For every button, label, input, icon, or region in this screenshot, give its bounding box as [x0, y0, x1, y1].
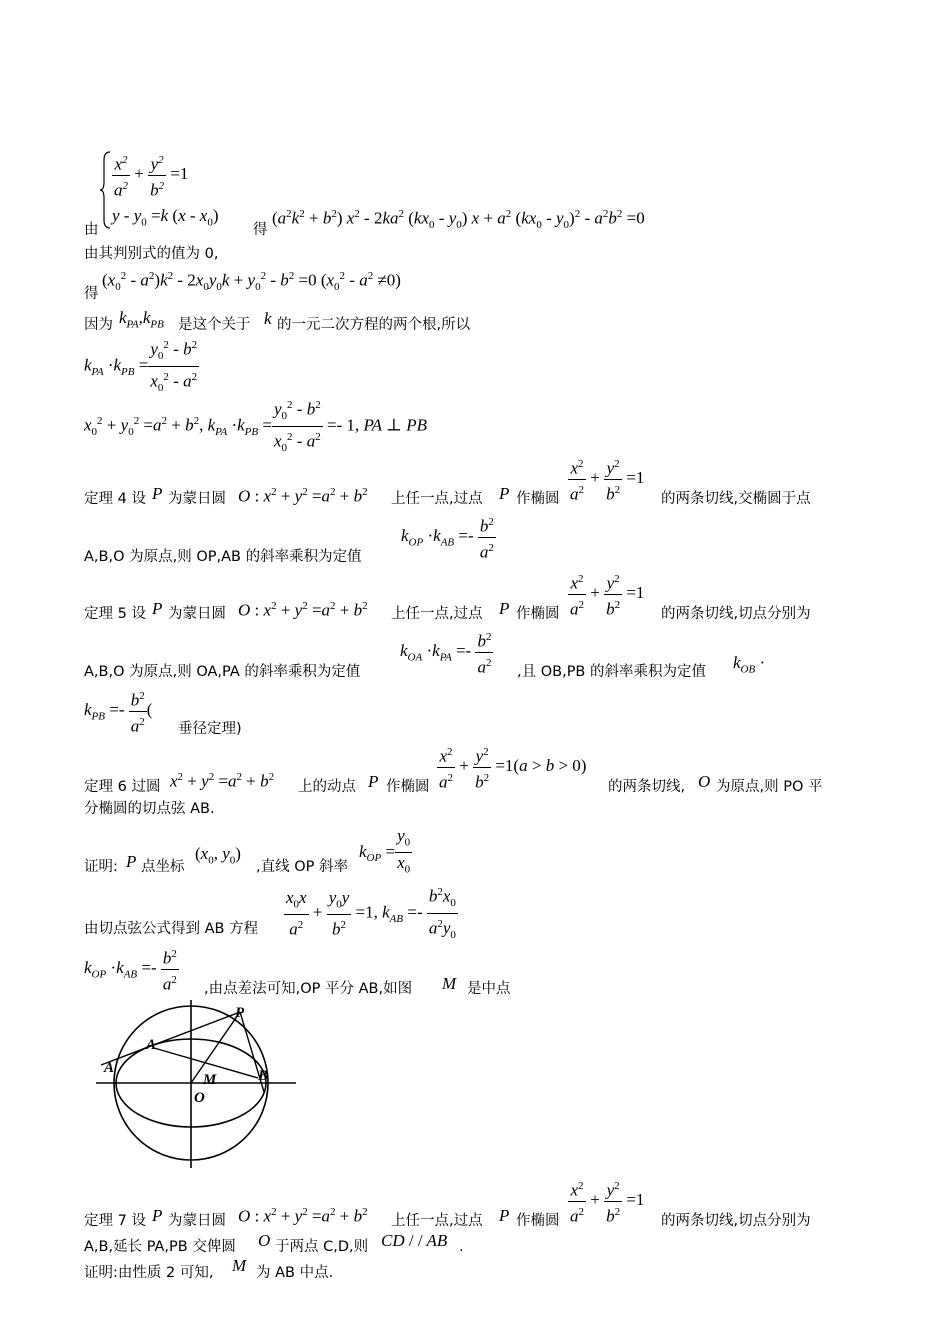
formula-kop-kab: $k_{OP} \cdot k_{AB}$ =- $\frac{b^2}{a^2}$	[401, 512, 496, 562]
text-pf1-2: 点坐标	[141, 859, 185, 875]
text-th6-6: 分椭圆的切点弦 AB.	[84, 801, 215, 817]
formula-ellipse: $\frac{x^2}{a^2}$ + $\frac{y^2}{b^2}$ =1	[568, 1176, 644, 1226]
text-pf3-1: ,由点差法可知,OP 平分 AB,如图	[204, 981, 413, 997]
label-b: B	[258, 1068, 269, 1084]
label-m: M	[203, 1072, 217, 1088]
text-th5-4: 作椭圆	[516, 606, 560, 622]
text-th6-2: 上的动点	[298, 779, 356, 795]
text-th4-4: 作椭圆	[516, 491, 560, 507]
text-th4-3: 上任一点,过点	[391, 491, 483, 507]
label-a-inner: A	[146, 1037, 157, 1053]
formula-monge-circle: O : $x^2 + y^2 =a^2 + b^2$	[238, 1206, 368, 1226]
text-th7-3: 上任一点,过点	[391, 1213, 483, 1229]
formula-kop: $k_{OP}$ = $\frac{y_0}{x_0}$	[359, 826, 411, 876]
formula-p: P	[499, 1206, 510, 1225]
text-th7-1: 定理 7 设	[84, 1213, 146, 1229]
equation-perpendicular: $x_0^2 + y_0^2 =a^2 + b^2$, $k_{PA} \cdot k_{PB}$ = $\frac{y_0^2 - b^2}{x_0^2 - a^2}$ =- 1, PA ⊥ PB	[84, 395, 427, 458]
text-de: 得	[253, 222, 268, 238]
text-you: 由	[84, 222, 99, 238]
formula-m: M	[232, 1256, 247, 1275]
formula-p: P	[152, 484, 163, 503]
formula-circle: $x^2 + y^2 =a^2 + b^2$	[170, 771, 275, 791]
formula-kop-kab-2: $k_{OP} \cdot k_{AB}$ =- $\frac{b^2}{a^2}$	[84, 944, 179, 994]
equation-quadratic-x: $(a^2k^2 + b^2)$ $x^2 - 2ka^2$ $(kx_0 - y_0) x + a^2$ $(kx_0 - y_0)^2 - a^2b^2 =0$	[272, 208, 645, 232]
text-pf4-2: 为 AB 中点.	[256, 1265, 334, 1281]
text-de-2: 得	[84, 286, 99, 302]
formula-o: O	[258, 1231, 271, 1250]
text-th5-5: 的两条切线,切点分别为	[661, 606, 811, 622]
text-root-desc-2: 的一元二次方程的两个根,所以	[277, 317, 471, 333]
text-th5-2: 为蒙日圆	[168, 606, 226, 622]
text-pf3-2: 是中点	[467, 981, 511, 997]
text-th4-1: 定理 4 设	[84, 491, 146, 507]
formula-p: P	[499, 484, 510, 503]
text-pf4-1: 证明:由性质 2 可知,	[84, 1265, 214, 1281]
formula-monge-circle: O : $x^2 + y^2 =a^2 + b^2$	[238, 600, 368, 620]
text-th4-2: 为蒙日圆	[168, 491, 226, 507]
formula-p: P	[126, 852, 137, 871]
formula-kob: $k_{OB}$ ·	[733, 653, 766, 676]
equation-quadratic-k: $(x_0^2 - a^2)k^2 - 2x_0y_0k + y_0^2 - b^2 =0$ $(x_0^2 - a^2 \ne 0)$	[102, 270, 401, 294]
text-th7-5: 的两条切线,切点分别为	[661, 1213, 811, 1229]
equation-ellipse: $\frac{x^2}{a^2}$ + $\frac{y^2}{b^2}$ =1	[112, 150, 188, 200]
formula-ellipse-condition: $\frac{x^2}{a^2}$ + $\frac{y^2}{b^2}$ =1(a > b > 0)	[437, 742, 586, 792]
text-root-desc-1: 是这个关于	[178, 317, 251, 333]
text-th5-8: 垂径定理)	[178, 721, 242, 737]
formula-o: O	[698, 772, 711, 791]
formula-monge-circle: O : $x^2 + y^2 =a^2 + b^2$	[238, 486, 368, 506]
text-th4-6: A,B,O 为原点,则 OP,AB 的斜率乘积为定值	[84, 549, 362, 565]
left-brace-icon	[100, 150, 112, 230]
text-pf1-1: 证明:	[84, 859, 118, 875]
formula-p: P	[152, 599, 163, 618]
formula-koa-kpa: $k_{OA} \cdot k_{PA}$ =- $\frac{b^2}{a^2}$	[400, 627, 493, 677]
text-th5-1: 定理 5 设	[84, 606, 146, 622]
formula-ellipse: $\frac{x^2}{a^2}$ + $\frac{y^2}{b^2}$ =1	[568, 454, 644, 504]
text-th7-7: 于两点 C,D,则	[275, 1239, 369, 1255]
formula-p: P	[499, 599, 510, 618]
formula-kpa-kpb: $k_{PA},k_{PB}$	[119, 308, 164, 331]
text-th7-6: A,B,延长 PA,PB 交俾圆	[84, 1239, 236, 1255]
text-th5-7: ,且 OB,PB 的斜率乘积为定值	[517, 664, 706, 680]
text-th6-4: 的两条切线,	[608, 779, 686, 795]
text-pf1-3: ,直线 OP 斜率	[256, 859, 348, 875]
formula-ellipse: $\frac{x^2}{a^2}$ + $\frac{y^2}{b^2}$ =1	[568, 569, 644, 619]
monge-circle-figure	[96, 1000, 306, 1170]
text-pf2: 由切点弦公式得到 AB 方程	[84, 921, 259, 937]
text-yinwei: 因为	[84, 317, 113, 333]
formula-chord-equation: $\frac{x_0x}{a^2}$ + $\frac{y_0y}{b^2}$ =1, $k_{AB}$ =- $\frac{b^2x_0}{a^2y_0}$	[284, 882, 458, 945]
text-th5-3: 上任一点,过点	[391, 606, 483, 622]
tangent-pa	[101, 1012, 240, 1065]
formula-kpb: $k_{PB}$ =- $\frac{b^2}{a^2}$ (	[84, 686, 152, 736]
label-p: P	[235, 1005, 245, 1021]
text-th7-2: 为蒙日圆	[168, 1213, 226, 1229]
text-th7-8: .	[459, 1239, 464, 1255]
formula-m: M	[442, 974, 457, 993]
formula-k: k	[264, 309, 272, 328]
text-th7-4: 作椭圆	[516, 1213, 560, 1229]
text-th4-5: 的两条切线,交椭圆于点	[661, 491, 811, 507]
text-discriminant: 由其判别式的值为 0,	[84, 246, 219, 262]
formula-point-coords: ($x_0$, $y_0$)	[195, 844, 241, 867]
label-a-outer: A	[104, 1060, 115, 1076]
text-th6-5: 为原点,则 PO 平	[716, 779, 823, 795]
formula-p: P	[152, 1206, 163, 1225]
text-th6-1: 定理 6 过圆	[84, 779, 161, 795]
label-o: O	[194, 1090, 205, 1106]
text-th5-6: A,B,O 为原点,则 OA,PA 的斜率乘积为定值	[84, 664, 361, 680]
text-th6-3: 作椭圆	[386, 779, 430, 795]
equation-product-ratio: $k_{PA} \cdot k_{PB}$ = $\frac{y_0^2 - b^2}{x_0^2 - a^2}$	[84, 335, 199, 398]
formula-p: P	[368, 772, 379, 791]
equation-line: $y - y_0 =k$ $(x - x_0)$	[112, 206, 219, 229]
formula-cd-parallel-ab: CD / / AB	[381, 1231, 448, 1250]
